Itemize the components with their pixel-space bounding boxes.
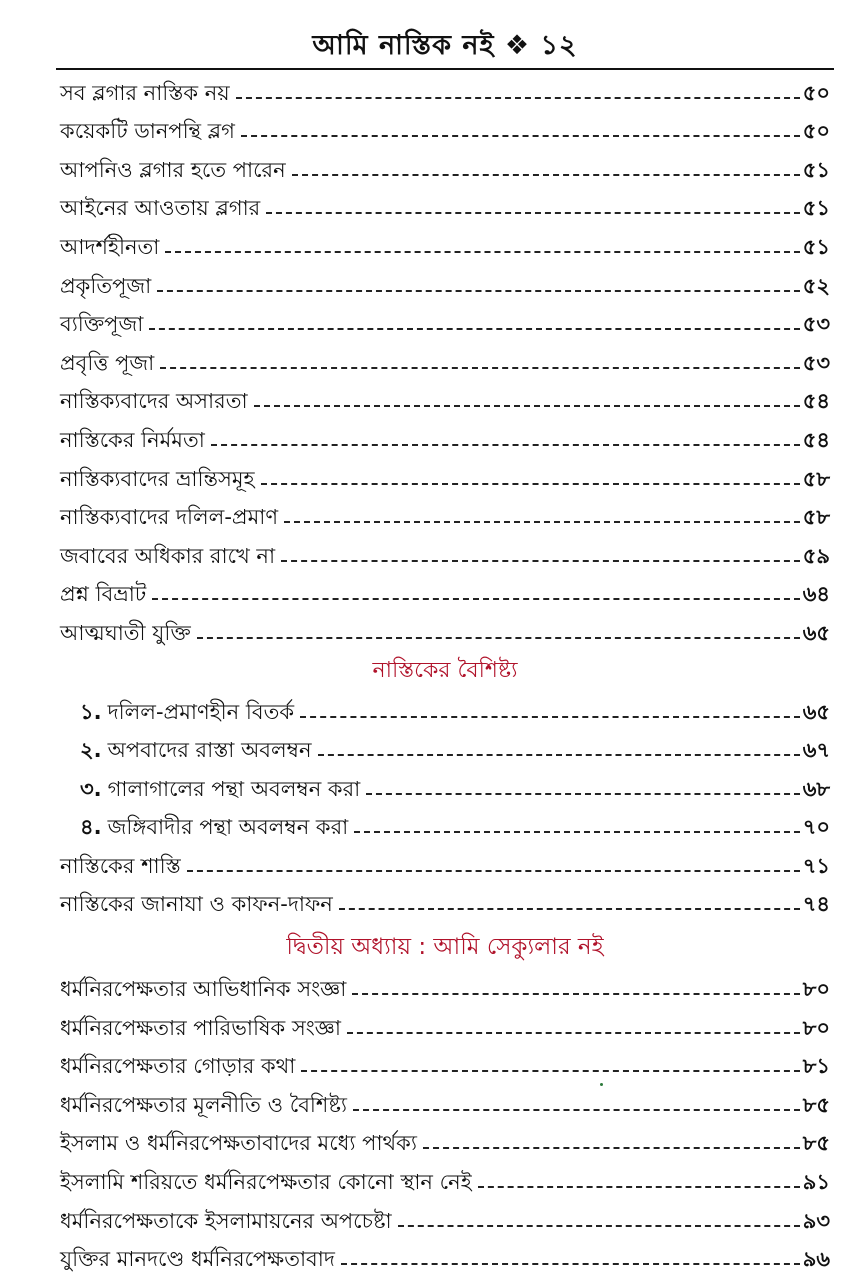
toc-list-chapter-one: [60, 70, 830, 649]
toc-entry: [60, 224, 830, 263]
toc-entry-page-number: ৯৬: [802, 1247, 830, 1272]
toc-entry: [60, 1082, 830, 1121]
chapter-heading-secular: দ্বিতীয় অধ্যায় : আমি সেক্যুলার নই: [286, 934, 604, 961]
toc-entry-page-number: ৫৩: [802, 312, 830, 337]
toc-entry-label-wrap: [60, 698, 294, 728]
toc-entry-label-wrap: [60, 542, 275, 572]
toc-entry: [60, 379, 830, 418]
toc-entry-label-wrap: [60, 503, 278, 533]
toc-entry: [60, 1159, 830, 1198]
toc-entry-title: ধর্মনিরপেক্ষতার গোড়ার কথা: [60, 1054, 296, 1079]
toc-entry-label-wrap: [60, 813, 348, 843]
section-heading-atheist-traits: নাস্তিকের বৈশিষ্ট্য: [372, 657, 518, 683]
dot-leader: [301, 1070, 799, 1072]
toc-entry: [60, 728, 830, 767]
toc-entry-label-wrap: [60, 1129, 417, 1159]
toc-entry-title: নাস্তিক্যবাদের ভ্রান্তিসমূহ: [60, 466, 255, 491]
toc-entry-page-number: ৮৫: [802, 1131, 830, 1156]
toc-entry-label-wrap: [60, 1168, 472, 1198]
toc-entry-label-wrap: [60, 426, 205, 456]
toc-entry-page-number: ৫১: [802, 196, 830, 221]
dot-leader: [353, 1109, 800, 1111]
toc-entry-label-wrap: [60, 852, 181, 882]
dot-leader: [211, 444, 800, 446]
toc-entry-label-wrap: [60, 890, 333, 920]
toc-list-atheist-extra: [60, 843, 830, 920]
toc-entry: [60, 882, 830, 921]
toc-entry-title: নাস্তিকের নির্মমতা: [60, 427, 205, 452]
toc-entry-page-number: ৫৪: [802, 427, 830, 452]
toc-entry-page-number: ৫৮: [802, 466, 830, 491]
toc-entry-number: ২.: [80, 738, 102, 763]
toc-entry: [60, 1121, 830, 1160]
toc-entry-title: জঙ্গিবাদীর পন্থা অবলম্বন করা: [107, 815, 349, 840]
toc-entry-page-number: ৫১: [802, 157, 830, 182]
dot-leader: [152, 598, 799, 600]
toc-entry: [60, 495, 830, 534]
toc-list-chapter-two: [60, 966, 830, 1275]
toc-entry-title: নাস্তিক্যবাদের দলিল-প্রমাণ: [60, 505, 279, 530]
dot-leader: [300, 716, 800, 718]
toc-entry-page-number: ৯৩: [802, 1208, 830, 1233]
toc-entry-page-number: ৬৪: [802, 582, 830, 607]
dot-leader: [160, 367, 800, 369]
dot-leader: [187, 870, 800, 872]
toc-entry-title: আদর্শহীনতা: [60, 234, 160, 259]
toc-entry: [60, 1005, 830, 1044]
dot-leader: [347, 1032, 800, 1034]
toc-entry-label-wrap: [60, 619, 191, 649]
toc-entry-title: দলিল-প্রমাণহীন বিতর্ক: [107, 699, 295, 724]
toc-entry-page-number: ৭০: [802, 815, 830, 840]
toc-entry-page-number: ৫৯: [802, 543, 830, 568]
toc-entry-page-number: ৬৮: [802, 776, 830, 801]
dot-leader: [339, 908, 800, 910]
toc-entry: [60, 1198, 830, 1237]
toc-entry-title: কয়েকটি ডানপন্থি ব্লগ: [60, 119, 235, 144]
dot-leader: [157, 290, 799, 292]
toc-entry-label-wrap: [60, 79, 230, 109]
toc-entry-page-number: ৫০: [802, 80, 830, 105]
toc-entry-title: ইসলাম ও ধর্মনিরপেক্ষতাবাদের মধ্যে পার্থক্য: [60, 1131, 417, 1156]
toc-entry-page-number: ৮৫: [802, 1092, 830, 1117]
dot-leader: [341, 1263, 800, 1265]
toc-entry-page-number: ৮০: [802, 1015, 830, 1040]
dot-leader: [197, 637, 800, 639]
dot-leader: [398, 1225, 800, 1227]
dot-leader: [165, 251, 799, 253]
dot-leader: [352, 993, 799, 995]
toc-entry: [60, 302, 830, 341]
toc-entry-page-number: ৫০: [802, 119, 830, 144]
toc-entry-label-wrap: [60, 387, 248, 417]
toc-entry-title: প্রবৃত্তি পূজা: [60, 350, 155, 375]
toc-entry-title: নাস্তিকের শাস্তি: [60, 853, 181, 878]
toc-entry: [60, 843, 830, 882]
toc-entry: [60, 572, 830, 611]
dot-leader: [266, 212, 800, 214]
toc-entry-label-wrap: [60, 1014, 341, 1044]
toc-entry-page-number: ৫১: [802, 234, 830, 259]
dot-leader: [318, 754, 800, 756]
toc-entry-title: সব ব্লগার নাস্তিক নয়: [60, 80, 230, 105]
dot-leader: [254, 405, 800, 407]
dot-leader: [281, 560, 800, 562]
toc-entry-label-wrap: [60, 580, 146, 610]
toc-entry-label-wrap: [60, 194, 260, 224]
toc-entry-title: আইনের আওতায় ব্লগার: [60, 196, 261, 221]
toc-entry: [60, 805, 830, 844]
toc-entry-title: যুক্তির মানদণ্ডে ধর্মনিরপেক্ষতাবাদ: [60, 1247, 335, 1272]
toc-entry: [60, 109, 830, 148]
toc-entry-title: আপনিও ব্লগার হতে পারেন: [60, 157, 286, 182]
toc-entry-page-number: ৬৫: [802, 699, 830, 724]
toc-entry: [60, 417, 830, 456]
toc-entry-page-number: ৯১: [802, 1170, 830, 1195]
toc-entry-title: অপবাদের রাস্তা অবলম্বন: [107, 738, 312, 763]
toc-entry-page-number: ৫৮: [802, 505, 830, 530]
toc-entry-label-wrap: [60, 156, 286, 186]
toc-entry-title: গালাগালের পন্থা অবলম্বন করা: [107, 776, 361, 801]
toc-entry-label-wrap: [60, 117, 235, 147]
toc-entry-label-wrap: [60, 975, 346, 1005]
toc-entry: [60, 340, 830, 379]
toc-entry-label-wrap: [60, 465, 255, 495]
toc-entry-title: ব্যক্তিপূজা: [60, 312, 144, 337]
toc-entry-page-number: ৫২: [802, 273, 830, 298]
toc-entry-title: আত্মঘাতী যুক্তি: [60, 620, 191, 645]
toc-entry-label-wrap: [60, 272, 151, 302]
toc-entry: [60, 966, 830, 1005]
toc-entry-number: ১.: [80, 699, 102, 724]
toc-entry: [60, 70, 830, 109]
toc-entry-title: ধর্মনিরপেক্ষতার পারিভাষিক সংজ্ঞা: [60, 1015, 341, 1040]
print-speck: [600, 1083, 603, 1086]
dot-leader: [284, 521, 800, 523]
dot-leader: [261, 483, 800, 485]
toc-entry: [60, 186, 830, 225]
toc-entry: [60, 689, 830, 728]
dot-leader: [478, 1186, 800, 1188]
toc-entry-page-number: ৮১: [802, 1054, 830, 1079]
toc-entry-number: ৩.: [80, 776, 102, 801]
toc-entry-title: ধর্মনিরপেক্ষতার মূলনীতি ও বৈশিষ্ট্য: [60, 1092, 348, 1117]
toc-entry-label-wrap: [60, 1245, 335, 1275]
toc-entry: [60, 1237, 830, 1275]
dot-leader: [366, 793, 799, 795]
toc-entry-title: ধর্মনিরপেক্ষতার আভিধানিক সংজ্ঞা: [60, 977, 347, 1002]
toc-entry-title: ইসলামি শরিয়তে ধর্মনিরপেক্ষতার কোনো স্থান নেই: [60, 1170, 472, 1195]
toc-entry-label-wrap: [60, 310, 143, 340]
toc-entry-label-wrap: [60, 233, 159, 263]
toc-entry-number: ৪.: [80, 815, 102, 840]
dot-leader: [241, 135, 800, 137]
toc-entry-label-wrap: [60, 736, 312, 766]
dot-leader: [423, 1147, 800, 1149]
dot-leader: [292, 174, 800, 176]
toc-entry-label-wrap: [60, 1207, 392, 1237]
toc-entry-label-wrap: [60, 1091, 347, 1121]
dot-leader: [354, 831, 799, 833]
toc-entry: [60, 147, 830, 186]
toc-entry-page-number: ৭৪: [802, 892, 830, 917]
toc-entry: [60, 610, 830, 649]
toc-entry-page-number: ৭১: [802, 853, 830, 878]
toc-list-atheist-traits: [60, 689, 830, 843]
toc-entry-label-wrap: [60, 775, 360, 805]
toc-entry-title: নাস্তিক্যবাদের অসারতা: [60, 389, 248, 414]
toc-entry: [60, 456, 830, 495]
toc-entry-title: নাস্তিকের জানাযা ও কাফন-দাফন: [60, 892, 333, 917]
toc-entry-title: প্রশ্ন বিভ্রাট: [60, 582, 147, 607]
toc-entry-title: জবাবের অধিকার রাখে না: [60, 543, 276, 568]
toc-entry: [60, 1044, 830, 1083]
dot-leader: [149, 328, 799, 330]
toc-entry: [60, 766, 830, 805]
toc-entry-page-number: ৮০: [802, 977, 830, 1002]
toc-entry-page-number: ৫৩: [802, 350, 830, 375]
toc-entry-page-number: ৬৭: [802, 738, 830, 763]
toc-entry-label-wrap: [60, 1052, 295, 1082]
toc-entry-label-wrap: [60, 349, 154, 379]
toc-entry-title: প্রকৃতিপূজা: [60, 273, 152, 298]
toc-entry: [60, 533, 830, 572]
toc-entry-title: ধর্মনিরপেক্ষতাকে ইসলামায়নের অপচেষ্টা: [60, 1208, 392, 1233]
toc-entry-page-number: ৫৪: [802, 389, 830, 414]
toc-entry: [60, 263, 830, 302]
running-header: আমি নাস্তিক নই ❖ ১২: [312, 30, 578, 61]
toc-entry-page-number: ৬৫: [802, 620, 830, 645]
dot-leader: [236, 97, 800, 99]
